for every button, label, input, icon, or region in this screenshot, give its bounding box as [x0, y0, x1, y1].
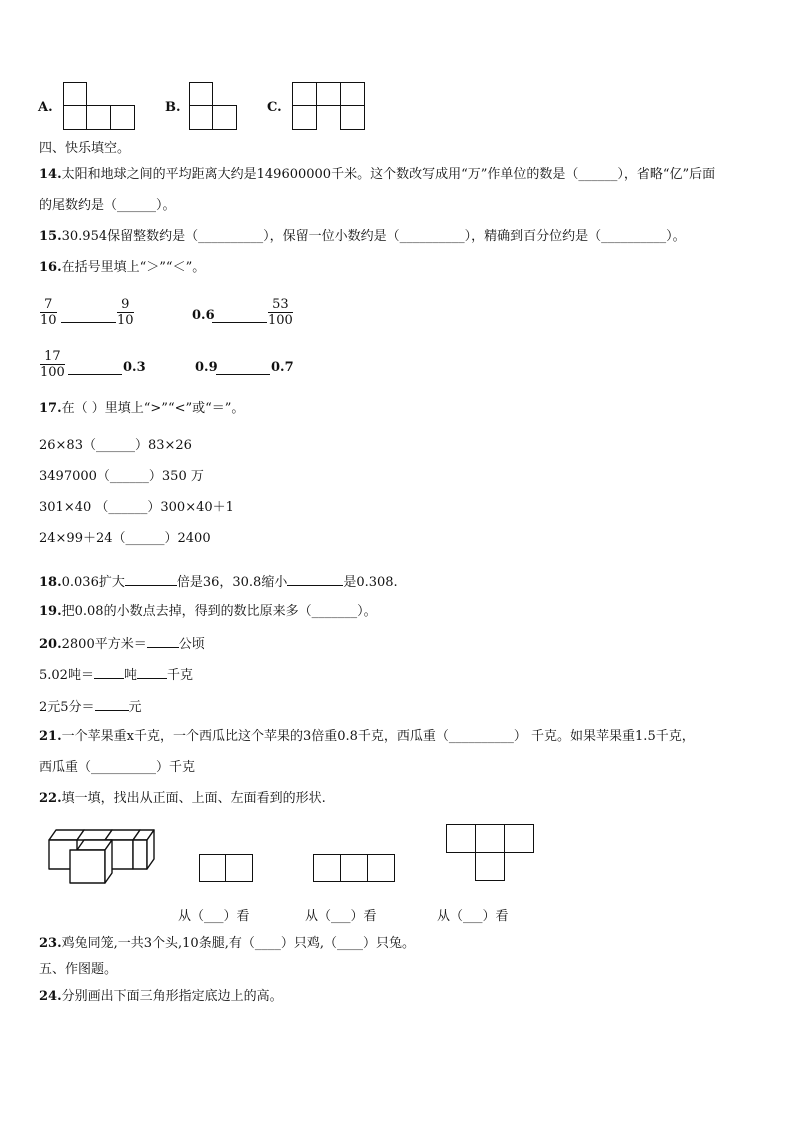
unit-text: 吨	[123, 668, 137, 683]
section-4-heading: 四、快乐填空。	[39, 141, 131, 156]
value-0-7: 0.7	[271, 360, 294, 375]
denominator: 100	[40, 365, 65, 380]
option-b-label[interactable]: B.	[165, 100, 181, 115]
question-17-row3: 301×40 （______）300×40＋1	[39, 500, 234, 515]
compare-blank-4[interactable]	[216, 362, 270, 375]
compare-blank-2[interactable]	[212, 310, 267, 323]
value-0-9: 0.9	[195, 360, 218, 375]
option-c-label[interactable]: C.	[267, 100, 282, 115]
question-text: 一个苹果重x千克，一个西瓜比这个苹果的3倍重0.8千克，西瓜重（__________） 千克。如果苹果重1.5千克，	[61, 729, 695, 744]
question-text: 分别画出下面三角形指定底边上的高。	[61, 989, 283, 1004]
question-text: 2元5分＝	[39, 700, 95, 715]
question-22	[39, 791, 326, 807]
compare-blank-3[interactable]	[68, 362, 122, 375]
question-19	[39, 604, 377, 620]
question-text: 太阳和地球之间的平均距离大约是149600000千米。这个数改写成用“万”作单位的数是（______），省略“亿”后面	[61, 167, 716, 182]
question-text-b: 倍是36，30.8缩小	[176, 575, 288, 590]
question-17-row1: 26×83（______）83×26	[39, 438, 192, 453]
question-number: 22.	[39, 791, 62, 806]
denominator: 10	[40, 313, 57, 328]
compare-blank-1[interactable]	[61, 310, 116, 323]
question-20-row2	[39, 666, 193, 684]
value-0-6: 0.6	[192, 308, 215, 323]
unit-text: 公顷	[178, 637, 205, 652]
numerator: 9	[121, 297, 130, 312]
question-text: 30.954保留整数约是（__________），保留一位小数约是（__________），精确到百分位约是（__________）。	[61, 229, 686, 244]
question-16	[39, 260, 205, 276]
question-text: 5.02吨＝	[39, 668, 94, 683]
question-17-row4: 24×99＋24（______）2400	[39, 531, 211, 546]
question-17-row2: 3497000（______）350 万	[39, 469, 204, 484]
question-number: 18.	[39, 575, 62, 590]
answer-blank[interactable]	[94, 666, 124, 679]
question-text-a: 0.036扩大	[61, 575, 125, 590]
question-number: 15.	[39, 229, 62, 244]
question-number: 17.	[39, 401, 62, 416]
question-18	[39, 573, 398, 591]
fraction-17-100	[40, 349, 65, 380]
view-caption-2: 从（___）看	[305, 909, 377, 924]
view-caption-1: 从（___）看	[178, 909, 250, 924]
answer-blank[interactable]	[125, 573, 177, 586]
question-15	[39, 229, 686, 245]
numerator: 17	[44, 349, 61, 364]
fraction-53-100	[268, 297, 293, 328]
question-14-line2: 的尾数约是（______）。	[39, 198, 176, 213]
cube-solid-figure	[44, 826, 162, 886]
numerator: 53	[272, 297, 289, 312]
view-caption-3: 从（___）看	[437, 909, 509, 924]
question-number: 24.	[39, 989, 62, 1004]
question-number: 21.	[39, 729, 62, 744]
question-number: 23.	[39, 936, 62, 951]
answer-blank[interactable]	[147, 635, 179, 648]
question-text: 在括号里填上“＞”“＜”。	[61, 260, 206, 275]
unit-text: 元	[128, 700, 142, 715]
section-5-heading: 五、作图题。	[39, 962, 118, 977]
question-20-row3	[39, 698, 142, 716]
question-17	[39, 401, 244, 417]
question-text-c: 是0.308.	[343, 575, 398, 590]
answer-blank[interactable]	[95, 698, 129, 711]
fraction-7-10	[40, 297, 57, 328]
answer-blank[interactable]	[287, 573, 343, 586]
question-21-line2: 西瓜重（__________）千克	[39, 760, 196, 775]
option-a-label[interactable]: A.	[38, 100, 53, 115]
question-number: 19.	[39, 604, 62, 619]
question-21-line1	[39, 729, 695, 745]
denominator: 10	[117, 313, 134, 328]
numerator: 7	[44, 297, 53, 312]
unit-text: 千克	[166, 668, 193, 683]
question-number: 14.	[39, 167, 62, 182]
question-text: 在（ ）里填上“>”“<”或“＝”。	[61, 401, 245, 416]
question-14-line1	[39, 167, 715, 183]
question-number: 16.	[39, 260, 62, 275]
fraction-9-10	[117, 297, 134, 328]
question-23	[39, 936, 415, 952]
value-0-3: 0.3	[123, 360, 146, 375]
question-text: 把0.08的小数点去掉，得到的数比原来多（_______）。	[61, 604, 377, 619]
question-text: 2800平方米＝	[61, 637, 147, 652]
question-24	[39, 989, 283, 1005]
question-20-row1	[39, 635, 205, 653]
denominator: 100	[268, 313, 293, 328]
question-text: 鸡兔同笼,一共3个头,10条腿,有（____）只鸡,（____）只兔。	[61, 936, 415, 951]
question-text: 填一填，找出从正面、上面、左面看到的形状.	[61, 791, 326, 806]
answer-blank[interactable]	[137, 666, 167, 679]
question-number: 20.	[39, 637, 62, 652]
